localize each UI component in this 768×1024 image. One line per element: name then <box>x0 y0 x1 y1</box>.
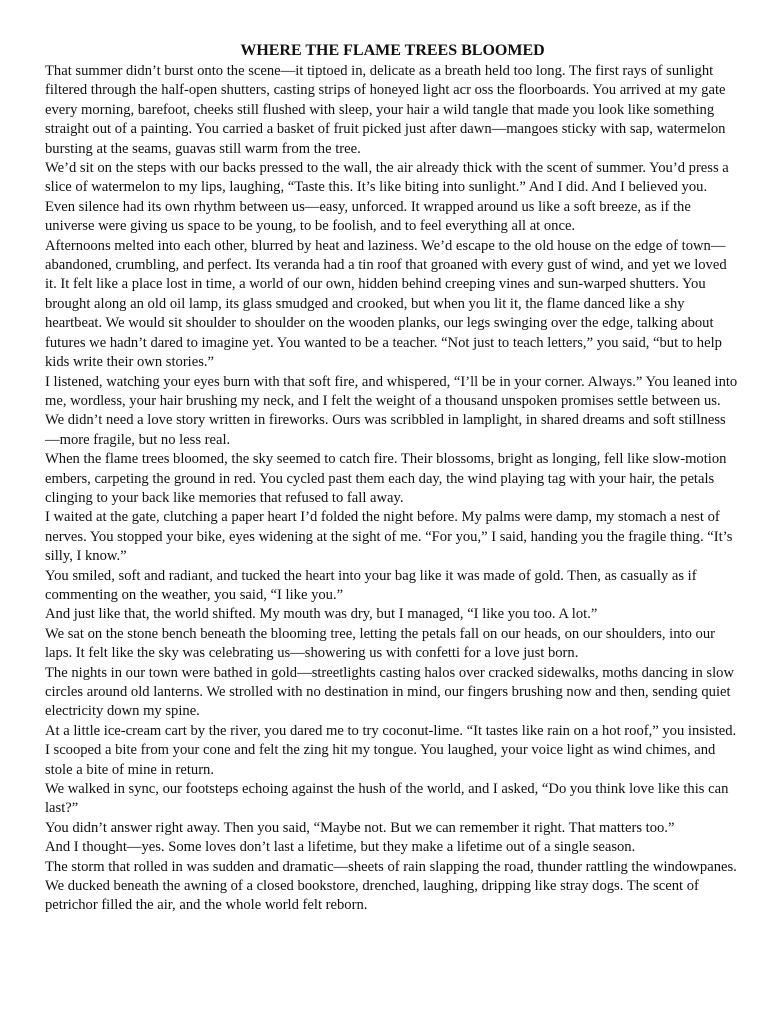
paragraph: That summer didn’t burst onto the scene—it tiptoed in, delicate as a breath held too long. The first rays of sunlight filtered through the half-open shutters, casting strips of honeyed light acr oss the floorboards. You arrived at my gate every morning, barefoot, cheeks still flushed with sleep, your hair a wild tangle that made you look like something straight out of a painting. You carried a basket of fruit picked just after dawn—mangoes sticky with sap, watermelon bursting at the seams, guavas still warm from the tree. <box>45 63 726 157</box>
paragraph: You smiled, soft and radiant, and tucked the heart into your bag like it was made of gold. Then, as casually as if commenting on the weather, you said, “I like you.” <box>45 567 697 603</box>
paragraph: We’d sit on the steps with our backs pressed to the wall, the air already thick with the scent of summer. You’d press a slice of watermelon to my lips, laughing, “Taste this. It’s like biting into sunlight.” And I did. And I believed you. <box>45 160 729 196</box>
document-title: WHERE THE FLAME TREES BLOOMED <box>240 42 545 59</box>
paragraph: And I thought—yes. Some loves don’t last a lifetime, but they make a lifetime out of a single season. <box>45 839 636 856</box>
paragraph: We walked in sync, our footsteps echoing against the hush of the world, and I asked, “Do you think love like this can last?” <box>45 781 729 817</box>
paragraph: When the flame trees bloomed, the sky seemed to catch fire. Their blossoms, bright as longing, fell like slow-motion embers, carpeting the ground in red. You cycled past them each day, the wind playing tag with your hair, the petals clinging to your back like memories that refused to fall away. <box>45 451 727 506</box>
paragraph: The storm that rolled in was sudden and dramatic—sheets of rain slapping the road, thunder rattling the windowpanes. We ducked beneath the awning of a closed bookstore, drenched, laughing, dripping like stray dogs. The scent of petrichor filled the air, and the whole world felt reborn. <box>45 858 737 914</box>
paragraph: I waited at the gate, clutching a paper heart I’d folded the night before. My palms were damp, my stomach a nest of nerves. You stopped your bike, eyes widening at the sight of me. “For you,” I said, handing you the fragile thing. “It’s silly, I know.” <box>45 509 733 565</box>
paragraph: We sat on the stone bench beneath the blooming tree, letting the petals fall on our heads, on our shoulders, into our laps. It felt like the sky was celebrating us—showering us with confetti for a love just born. <box>45 625 715 662</box>
paragraph: And just like that, the world shifted. My mouth was dry, but I managed, “I like you too. A lot.” <box>45 606 598 623</box>
paragraph: I listened, watching your eyes burn with that soft fire, and whispered, “I’ll be in your corner. Always.” You leaned into me, wordless, your hair brushing my neck, and I felt the weight of a thousand unspoken promises settle between us. <box>45 373 738 409</box>
paragraph: Afternoons melted into each other, blurred by heat and laziness. We’d escape to the old house on the edge of town—abandoned, crumbling, and perfect. Its veranda had a tin roof that groaned with every gust of wind, and yet we loved it. It felt like a place lost in time, a world of our own, hidden behind creeping vines and sun-warped shutters. You brought along an old oil lamp, its glass smudged and crooked, but when you lit it, the flame danced like a shy heartbeat. We would sit shoulder to shoulder on the wooden planks, our legs swinging over the edge, talking about futures we hadn’t dared to imagine yet. You wanted to be a teacher. “Not just to teach letters,” you said, “but to help kids write their own stories.” <box>45 237 727 371</box>
document-page <box>45 40 740 916</box>
paragraph: You didn’t answer right away. Then you said, “Maybe not. But we can remember it right. That matters too.” <box>45 819 675 836</box>
paragraph: Even silence had its own rhythm between us—easy, unforced. It wrapped around us like a soft breeze, as if the universe were giving us space to be young, to be foolish, and to feel everything all at once. <box>45 198 691 235</box>
paragraph: The nights in our town were bathed in gold—streetlights casting halos over cracked sidewalks, moths dancing in slow circles around old lanterns. We strolled with no destination in mind, our fingers brushing now and then, sending quiet electricity down my spine. <box>45 664 735 720</box>
paragraph: We didn’t need a love story written in fireworks. Ours was scribbled in lamplight, in shared dreams and soft stillness—more fragile, but no less real. <box>45 412 726 448</box>
paragraph: At a little ice-cream cart by the river, you dared me to try coconut-lime. “It tastes like rain on a hot roof,” you insisted. I scooped a bite from your cone and felt the zing hit my tongue. You laughed, your voice light as wind chimes, and stole a bite of mine in return. <box>45 722 737 778</box>
